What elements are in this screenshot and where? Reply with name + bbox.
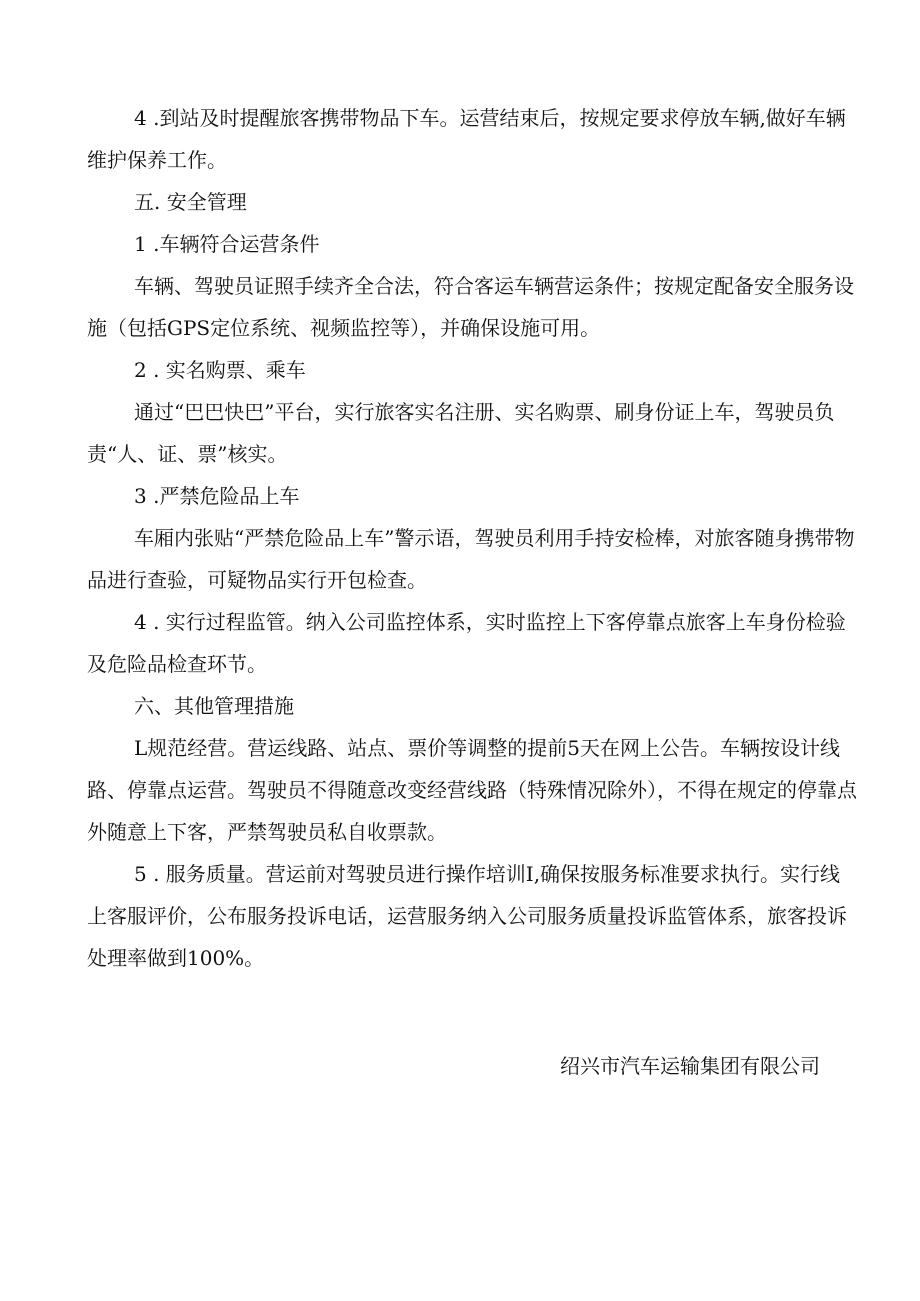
paragraph-process-supervision: 4 . 实行过程监管。纳入公司监控体系，实时监控上下客停靠点旅客上车身份检验及危险品检查环节。 (87, 610, 846, 676)
paragraph-standard-operation: L规范经营。营运线路、站点、票价等调整的提前5天在网上公告。车辆按设计线路、停靠点运营。驾驶员不得随意改变经营线路（特殊情况除外），不得在规定的停靠点外随意上下客，严禁驾驶员私自收票款。 (87, 736, 857, 844)
paragraph-service-quality: 5 . 服务质量。营运前对驾驶员进行操作培训I,确保按服务标准要求执行。实行线上客服评价，公布服务投诉电话，运营服务纳入公司服务质量投诉监管体系，旅客投诉处理率做到100%。 (87, 862, 847, 970)
company-signature: 绍兴市汽车运输集团有限公司 (560, 1054, 820, 1078)
subheading-vehicle-conditions: 1 .车辆符合运营条件 (134, 232, 320, 256)
section-heading-safety: 五. 安全管理 (134, 190, 247, 214)
paragraph-arrival-reminder: 4 .到站及时提醒旅客携带物品下车。运营结束后，按规定要求停放车辆,做好车辆维护保养工作。 (87, 106, 846, 172)
subheading-real-name-ticket: 2 . 实名购票、乘车 (134, 358, 306, 382)
section-heading-other-measures: 六、其他管理措施 (134, 694, 294, 718)
paragraph-real-name-ticket: 通过“巴巴快巴”平台，实行旅客实名注册、实名购票、刷身份证上车，驾驶员负责“人、证、票”核实。 (87, 400, 835, 466)
document-body (87, 97, 857, 979)
paragraph-no-dangerous-goods: 车厢内张贴“严禁危险品上车”警示语，驾驶员利用手持安检棒，对旅客随身携带物品进行查验，可疑物品实行开包检查。 (87, 526, 855, 592)
subheading-no-dangerous-goods: 3 .严禁危险品上车 (134, 484, 300, 508)
paragraph-vehicle-conditions: 车辆、驾驶员证照手续齐全合法，符合客运车辆营运条件；按规定配备安全服务设施（包括GPS定位系统、视频监控等），并确保设施可用。 (87, 274, 854, 340)
